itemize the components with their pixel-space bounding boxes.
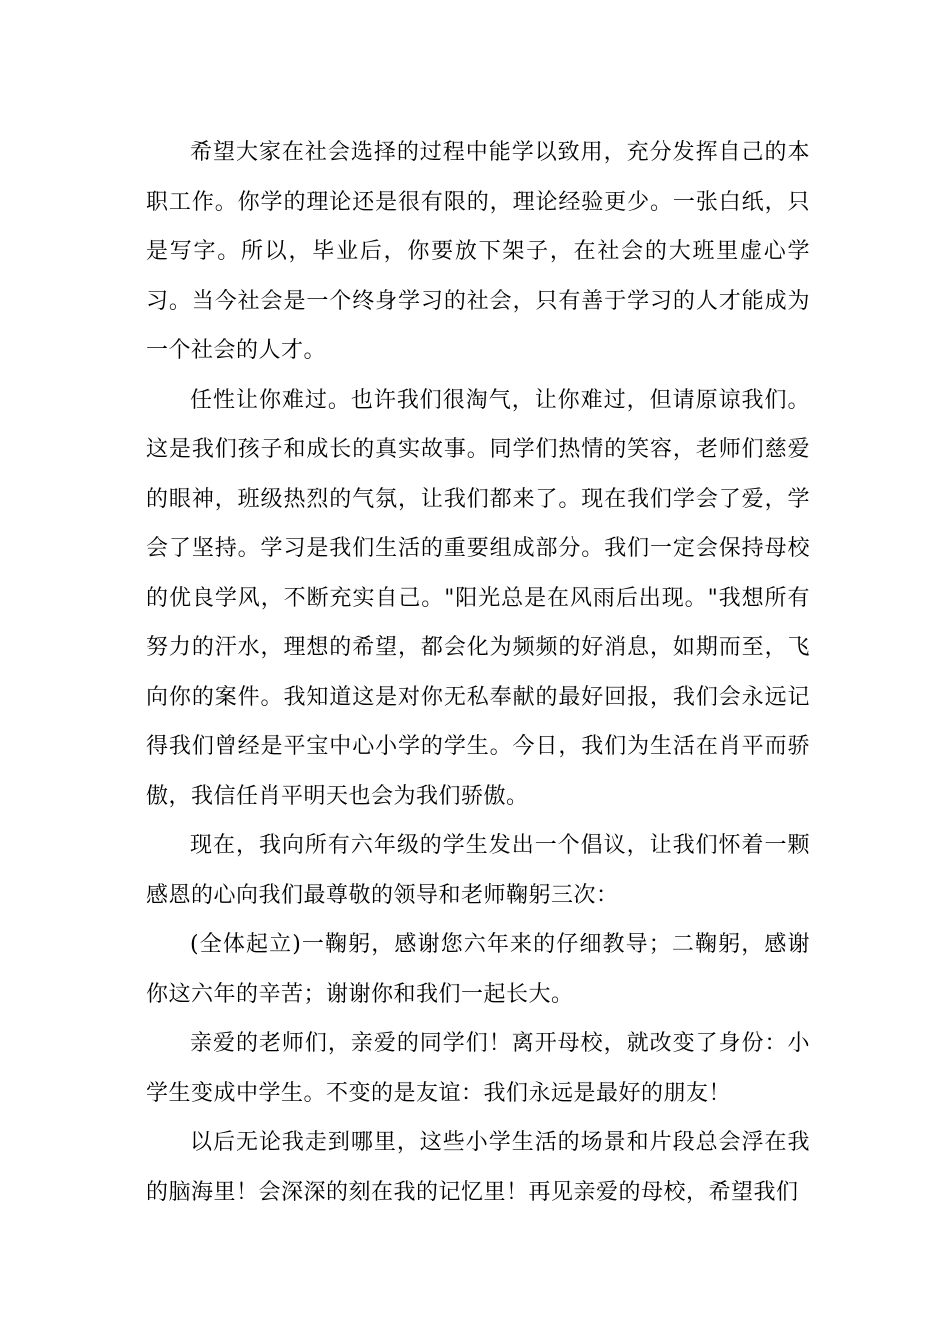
paragraph-1: 希望大家在社会选择的过程中能学以致用，充分发挥自己的本职工作。你学的理论还是很有限的，理论经验更少。一张白纸，只是写字。所以，毕业后，你要放下架子，在社会的大班里虚心学习。当今社会是一个终身学习的社会，只有善于学习的人才能成为一个社会的人才。	[146, 140, 810, 363]
paragraph-2: 任性让你难过。也许我们很淘气，让你难过，但请原谅我们。这是我们孩子和成长的真实故事。同学们热情的笑容，老师们慈爱的眼神，班级热烈的气氛，让我们都来了。现在我们学会了爱，学会了坚持。学习是我们生活的重要组成部分。我们一定会保持母校的优良学风，不断充实自己。"阳光总是在风雨后出现。"我想所有努力的汗水，理想的希望，都会化为频频的好消息，如期而至，飞向你的案件。我知道这是对你无私奉献的最好回报，我们会永远记得我们曾经是平宝中心小学的学生。今日，我们为生活在肖平而骄傲，我信任肖平明天也会为我们骄傲。	[146, 387, 810, 809]
paragraph-3: 现在，我向所有六年级的学生发出一个倡议，让我们怀着一颗感恩的心向我们最尊敬的领导和老师鞠躬三次：	[146, 833, 810, 908]
paragraph-6: 以后无论我走到哪里，这些小学生活的场景和片段总会浮在我的脑海里！会深深的刻在我的记忆里！再见亲爱的母校，希望我们	[146, 1130, 810, 1205]
paragraph-4: (全体起立)一鞠躬，感谢您六年来的仔细教导；二鞠躬，感谢你这六年的辛苦；谢谢你和我们一起长大。	[146, 932, 810, 1007]
paragraph-5: 亲爱的老师们，亲爱的同学们！离开母校，就改变了身份：小学生变成中学生。不变的是友谊：我们永远是最好的朋友！	[146, 1031, 810, 1106]
document-body	[146, 128, 810, 1217]
